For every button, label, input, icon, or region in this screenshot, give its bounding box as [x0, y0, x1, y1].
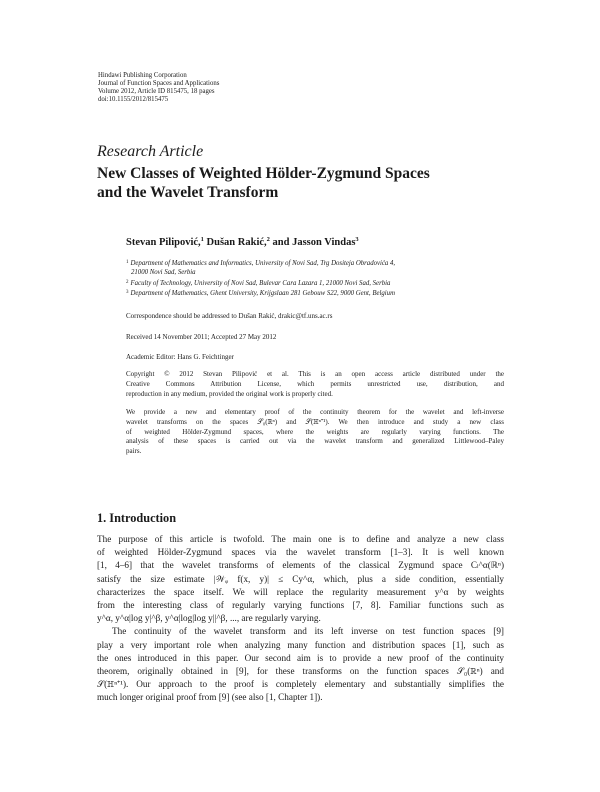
section-heading: 1. Introduction	[97, 511, 177, 525]
body-line: of weighted Hölder-Zygmund spaces via the wavelet transform [1–3]. It is well known	[97, 547, 504, 558]
affiliation-3-number: 3	[126, 290, 129, 296]
affiliation-2	[126, 278, 516, 288]
academic-editor: Academic Editor: Hans G. Feichtinger	[126, 353, 234, 361]
author-1-affiliation: 1	[200, 236, 204, 243]
affiliation-1-text: Department of Mathematics and Informatics, University of Novi Sad, Trg Dositeja Obradovića 4,	[130, 260, 396, 267]
affiliation-1	[126, 258, 516, 268]
affiliation-3	[126, 288, 516, 298]
author-3-affiliation: 3	[355, 236, 359, 243]
correspondence: Correspondence should be addressed to Dušan Rakić, drakic@tf.uns.ac.rs	[126, 312, 333, 320]
body-line: The purpose of this article is twofold. The main one is to define and analyze a new class	[97, 534, 504, 544]
introduction-body	[97, 533, 504, 705]
affiliations	[126, 258, 516, 299]
author-list	[126, 236, 359, 248]
copyright-line: Copyright © 2012 Stevan Pilipović et al. This is an open access article distributed under the	[126, 370, 504, 378]
body-line: [1, 4–6] that the wavelet transforms of elements of the classical Zygmund space Cₗ^α(ℝⁿ)	[97, 560, 504, 571]
body-line: satisfy the size estimate |𝒲ᵩ f(x, y)| ≤ Cy^α, which, plus a side condition, essentially	[97, 573, 504, 584]
title-line-2: and the Wavelet Transform	[97, 184, 279, 201]
abstract-line: We provide a new and elementary proof of the continuity theorem for the wavelet and left-inverse	[126, 408, 504, 416]
affiliation-3-text: Department of Mathematics, Ghent University, Krijgslaan 281 Gebouw S22, 9000 Gent, Belgium	[130, 290, 395, 298]
affiliation-2-text: Faculty of Technology, University of Novi Sad, Bulevar Cara Lazara 1, 21000 Novi Sad, Serbia	[130, 279, 391, 287]
paper-title	[97, 164, 517, 202]
affiliation-1-number: 1	[126, 260, 129, 265]
abstract-line: of weighted Hölder-Zygmund spaces, where the weights are regularly varying functions. The	[126, 427, 504, 436]
body-line: 𝒮(ℍⁿ⁺¹). Our approach to the proof is completely elementary and substantially simplifies the	[97, 679, 504, 690]
body-line: much longer original proof from [9] (see also [1, Chapter 1]).	[97, 692, 323, 703]
body-line: The continuity of the wavelet transform and its left inverse on test function spaces [9]	[112, 626, 504, 637]
abstract-line: wavelet transforms on the spaces 𝒮₀(ℝⁿ) and 𝒮(ℍⁿ⁺¹). We then introduce and study a new class	[126, 417, 504, 426]
journal-line: Journal of Function Spaces and Applications	[98, 79, 220, 87]
body-line: play a very important role when analyzing many function and distribution spaces [1], such as	[97, 639, 504, 650]
author-1: Stevan Pilipović,	[126, 237, 201, 248]
affiliation-1-continued: 21000 Novi Sad, Serbia	[131, 269, 196, 277]
copyright-line: reproduction in any medium, provided the original work is properly cited.	[126, 389, 333, 398]
author-2: Dušan Rakić,	[206, 237, 267, 248]
received-dates: Received 14 November 2011; Accepted 27 May 2012	[126, 333, 277, 341]
journal-header	[98, 72, 498, 104]
body-line: characterizes the space itself. We will replace the regularity measurement y^α by weights	[97, 586, 504, 597]
author-3: and Jasson Vindas	[272, 237, 356, 248]
volume-line: Volume 2012, Article ID 815475, 18 pages	[98, 87, 215, 95]
body-line: from the interesting class of regularly varying functions [7, 8]. Familiar functions such as	[97, 600, 504, 611]
copyright-line: Creative Commons Attribution License, which permits unrestricted use, distribution, and	[126, 379, 504, 388]
publisher-line: Hindawi Publishing Corporation	[98, 72, 187, 79]
abstract-line: analysis of these spaces is carried out via the wavelet transform and generalized Littlewood–Paley	[126, 437, 504, 446]
body-line: y^α, y^α|log y|^β, y^α|log|log y||^β, ..., are regularly varying.	[97, 613, 321, 624]
copyright-notice	[126, 370, 504, 399]
abstract-line: pairs.	[126, 447, 142, 456]
abstract	[126, 408, 504, 457]
body-line: theorem, originally obtained in [9], for these transforms on the function spaces 𝒮₀(ℝⁿ) and	[97, 666, 504, 677]
body-line: the ones introduced in this paper. Our second aim is to provide a new proof of the continuity	[97, 652, 504, 663]
title-line-1: New Classes of Weighted Hölder-Zygmund Spaces	[97, 165, 430, 182]
article-type: Research Article	[97, 143, 204, 160]
author-2-affiliation: 2	[266, 236, 270, 243]
affiliation-2-number: 2	[126, 279, 129, 285]
doi-line: doi:10.1155/2012/815475	[98, 95, 169, 103]
